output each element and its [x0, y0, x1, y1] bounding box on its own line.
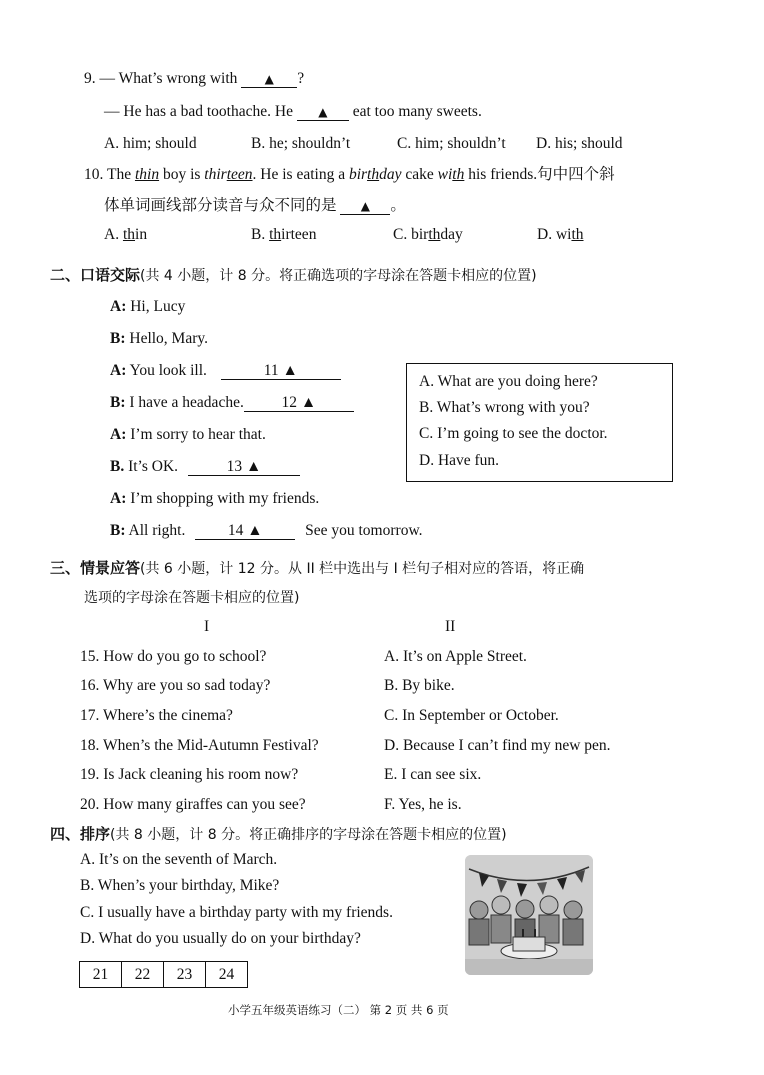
blank-label: 13 ▲ [226, 458, 262, 475]
s3-answer-e: E. I can see six. [384, 766, 482, 783]
dialogue-line-2 [110, 330, 208, 348]
q10-opt-underlined: th [428, 226, 441, 243]
speaker: B: [110, 522, 126, 539]
q10-option-a [104, 226, 147, 244]
q10-opt-underlined: th [571, 226, 584, 243]
q9-question-text: 9. — What’s wrong with [84, 70, 238, 87]
blank-12[interactable] [244, 394, 354, 412]
q10-line-1 [84, 162, 615, 184]
blank-label: 14 ▲ [227, 522, 263, 539]
s3-answer-c: C. In September or October. [384, 707, 559, 724]
q10-text: boy is [159, 166, 205, 183]
dialogue-text: It’s OK. [128, 458, 179, 475]
speaker: A: [110, 362, 127, 379]
s4-item-a: A. It’s on the seventh of March. [80, 851, 278, 868]
q10-opt-text: C. bir [393, 226, 429, 243]
q9-option-b: B. he; shouldn’t [251, 135, 351, 152]
s4-item-c: C. I usually have a birthday party with my friends. [80, 904, 393, 921]
section-2-options-box [406, 363, 673, 482]
blank-marker: ▲ [318, 105, 328, 119]
section-3-title: 三、情景应答 [50, 559, 141, 577]
s3-question-16: 16. Why are you so sad today? [80, 677, 271, 694]
dialogue-line-8 [110, 522, 423, 540]
q10-text: cake [401, 166, 438, 183]
q10-opt-underlined: th [122, 226, 136, 243]
blank-13[interactable] [188, 458, 300, 476]
q9-question [84, 70, 304, 88]
q10-word-part: wi [437, 166, 453, 183]
section-4-title: 四、排序 [50, 825, 111, 843]
q10-word-part: bir [348, 166, 368, 183]
dialogue-text: Hi, Lucy [130, 298, 186, 315]
s3-question-15: 15. How do you go to school? [80, 648, 267, 665]
dialogue-line-5 [110, 426, 266, 444]
birthday-party-illustration [465, 855, 593, 975]
s3-question-18: 18. When’s the Mid-Autumn Festival? [80, 737, 319, 754]
section-2-title: 二、口语交际 [50, 266, 141, 284]
s3-answer-a: A. It’s on Apple Street. [384, 648, 527, 665]
section-4-header [50, 823, 507, 844]
q10-line-2 [104, 193, 406, 215]
page-footer: 小学五年级英语练习（二） 第 2 页 共 6 页 [228, 1003, 449, 1017]
speaker: A: [110, 490, 127, 507]
q10-opt-underlined: th [269, 226, 282, 243]
answer-order-table [79, 961, 248, 988]
birthday-party-picture [465, 855, 593, 975]
q10-option-b [251, 226, 316, 244]
q9-blank-1[interactable] [241, 70, 297, 88]
q10-text: his friends.句中四个斜 [464, 166, 615, 183]
blank-marker: ▲ [360, 199, 370, 213]
q10-option-d [537, 226, 584, 244]
section-3-header [50, 557, 584, 578]
q10-option-c [393, 226, 463, 244]
s2-option-d: D. Have fun. [419, 452, 500, 469]
dialogue-line-6 [110, 458, 300, 476]
q10-instruction-end: 。 [390, 197, 406, 214]
speaker: B: [110, 394, 126, 411]
blank-label: 11 ▲ [263, 362, 298, 379]
section-2-desc: (共 4 小题，计 8 分。将正确选项的字母涂在答题卡相应的位置) [140, 268, 537, 284]
q9-answer [104, 103, 482, 121]
s2-option-b: B. What’s wrong with you? [419, 399, 590, 416]
s3-question-19: 19. Is Jack cleaning his room now? [80, 766, 299, 783]
s4-item-b: B. When’s your birthday, Mike? [80, 877, 280, 894]
q10-word-birthday-underlined: th [367, 166, 380, 183]
answer-cell-21[interactable]: 21 [80, 962, 122, 988]
q10-opt-text: day [440, 226, 463, 243]
s3-question-17: 17. Where’s the cinema? [80, 707, 233, 724]
q10-opt-text: irteen [281, 226, 317, 243]
dialogue-text: You look ill. [129, 362, 207, 379]
dialogue-text: See you tomorrow. [305, 522, 423, 539]
speaker: A: [110, 298, 127, 315]
q10-word-part: day [379, 166, 402, 183]
dialogue-text: I’m shopping with my friends. [130, 490, 320, 507]
q10-instruction: 体单词画线部分读音与众不同的是 [104, 197, 337, 214]
answer-cell-22[interactable]: 22 [122, 962, 164, 988]
q10-opt-text: A. [104, 226, 123, 243]
s2-option-c: C. I’m going to see the doctor. [419, 425, 608, 442]
dialogue-text: All right. [128, 522, 186, 539]
q9-option-d: D. his; should [536, 135, 623, 152]
dialogue-line-3 [110, 362, 341, 380]
dialogue-line-4 [110, 394, 354, 412]
q9-option-c: C. him; shouldn’t [397, 135, 506, 152]
q10-opt-text: in [135, 226, 148, 243]
s3-question-20: 20. How many giraffes can you see? [80, 796, 306, 813]
speaker: B. [110, 458, 125, 475]
dialogue-line-1 [110, 298, 185, 316]
q9-answer-text: — He has a bad toothache. He [104, 103, 293, 120]
dialogue-text: Hello, Mary. [129, 330, 209, 347]
column-1-header: I [204, 618, 210, 635]
section-3-desc: (共 6 小题，计 12 分。从 II 栏中选出与 I 栏句子相对应的答语，将正确 [140, 561, 585, 577]
s2-option-a: A. What are you doing here? [419, 373, 598, 390]
q9-answer-end: eat too many sweets. [352, 103, 482, 120]
q10-opt-text: D. wi [537, 226, 572, 243]
q10-word-thirteen-underlined: teen [226, 166, 253, 183]
q10-word-part: thir [204, 166, 227, 183]
speaker: B: [110, 330, 126, 347]
dialogue-text: I’m sorry to hear that. [130, 426, 266, 443]
blank-label: 12 ▲ [281, 394, 317, 411]
s3-answer-d: D. Because I can’t find my new pen. [384, 737, 611, 754]
s3-answer-b: B. By bike. [384, 677, 455, 694]
q9-question-end: ? [297, 70, 305, 87]
column-2-header: II [445, 618, 456, 635]
dialogue-text: I have a headache. [129, 394, 244, 411]
blank-marker: ▲ [264, 72, 274, 86]
answer-cell-23[interactable]: 23 [164, 962, 206, 988]
speaker: A: [110, 426, 127, 443]
s4-item-d: D. What do you usually do on your birthday? [80, 930, 361, 947]
blank-14[interactable] [195, 522, 295, 540]
q10-opt-text: B. [251, 226, 270, 243]
q9-blank-2[interactable] [297, 103, 349, 121]
s3-answer-f: F. Yes, he is. [384, 796, 462, 813]
q10-text: 10. The [84, 166, 135, 183]
q9-option-a: A. him; should [104, 135, 197, 152]
section-4-desc: (共 8 小题，计 8 分。将正确排序的字母涂在答题卡相应的位置) [110, 827, 507, 843]
q10-text: . He is eating a [252, 166, 349, 183]
section-2-header [50, 264, 537, 285]
dialogue-line-7 [110, 490, 319, 508]
section-3-desc-2: 选项的字母涂在答题卡相应的位置) [84, 590, 300, 606]
q10-blank[interactable] [340, 197, 390, 215]
q10-word-thin: thin [134, 166, 160, 183]
answer-cell-24[interactable]: 24 [206, 962, 248, 988]
q10-word-with-underlined: th [452, 166, 465, 183]
blank-11[interactable] [221, 362, 341, 380]
